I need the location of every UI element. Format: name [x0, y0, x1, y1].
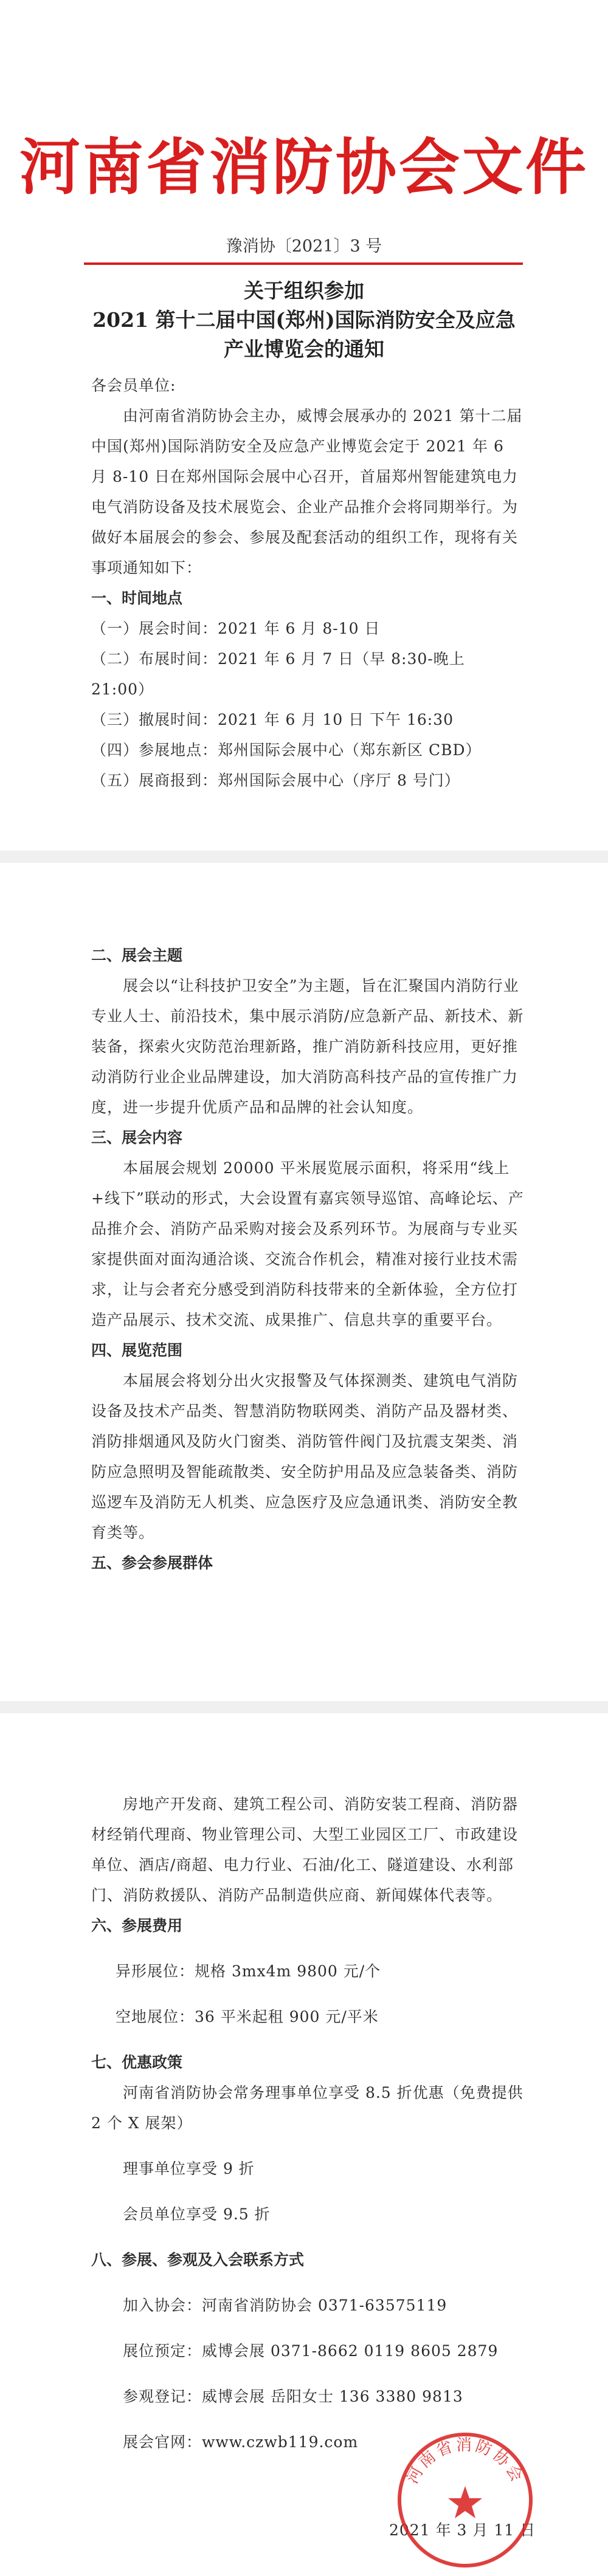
time-item: （一）展会时间：2021 年 6 月 8-10 日: [91, 620, 381, 637]
time-item: （三）撤展时间：2021 年 6 月 10 日 下午 16:30: [91, 711, 454, 728]
section-2-heading: 二、展会主题: [91, 947, 183, 964]
section-2-text: 展会以“让科技护卫安全”为主题，旨在汇聚国内消防行业专业人士、前沿技术，集中展示消防/应急新产品、新技术、新装备，探索火灾防范治理新路，推广消防新科技应用，更好推动消防行业企业品牌建设，加大消防高科技产品的宣传推广力度，进一步提升优质产品和品牌的社会认知度。: [91, 977, 524, 1116]
page2-body: [91, 940, 524, 1578]
page-2: [0, 863, 608, 1701]
fee-item: 异形展位：规格 3mx4m 9800 元/个: [116, 1962, 381, 1980]
salutation: 各会员单位:: [91, 377, 176, 394]
contact-item: 展位预定：威博会展 0371-8662 0119 8605 2879: [123, 2342, 499, 2360]
section-3-heading: 三、展会内容: [91, 1129, 183, 1146]
contact-item: 加入协会：河南省消防协会 0371-63575119: [123, 2297, 447, 2314]
section-7-heading: 七、优惠政策: [91, 2054, 183, 2071]
org-title: 河南省消防协会文件: [19, 131, 589, 203]
section-8-heading: 八、参展、参观及入会联系方式: [91, 2251, 305, 2269]
doc-number: 豫消协〔2021〕3 号: [226, 237, 382, 256]
section-5-heading: 五、参会参展群体: [91, 1554, 213, 1572]
doc-title-line-1: 关于组织参加: [244, 279, 364, 303]
section-3-text: 本届展会规划 20000 平米展览展示面积，将采用“线上+线下”联动的形式，大会设置有嘉宾领导巡馆、高峰论坛、产品推介会、消防产品采购对接会及系列环节。为展商与专业买家提供面对面沟通洽谈、交流合作机会，精准对接行业技术需求，让与会者充分感受到消防科技带来的全新体验，全方位打造产品展示、技术交流、成果推广、信息共享的重要平台。: [91, 1159, 524, 1329]
time-item: （二）布展时间：2021 年 6 月 7 日（早 8:30-晚上 21:00）: [91, 650, 465, 698]
time-item: （五）展商报到：郑州国际会展中心（序厅 8 号门）: [91, 772, 460, 789]
section-6-heading: 六、参展费用: [91, 1917, 183, 1934]
time-item: （四）参展地点：郑州国际会展中心（郑东新区 CBD）: [91, 741, 482, 759]
website-link[interactable]: 展会官网：www.czwb119.com: [123, 2433, 359, 2451]
doc-title-line-3: 产业博览会的通知: [224, 337, 384, 361]
intro-paragraph: 由河南省消防协会主办，威博会展承办的 2021 第十二届中国(郑州)国际消防安全及应急产业博览会定于 2021 年 6 月 8-10 日在郑州国际会展中心召开，首届郑州智能建筑电力电气消防设备及技术展览会、企业产品推介会将同期举行。为做好本届展会的参会、参展及配套活动的组织工作，现将有关事项通知如下：: [91, 407, 523, 577]
doc-title-line-2: 2021 第十二届中国(郑州)国际消防安全及应急: [92, 308, 516, 332]
svg-text:河南省消防协会: 河南省消防协会: [403, 2436, 527, 2487]
section-5-text: 房地产开发商、建筑工程公司、消防安装工程商、消防器材经销代理商、物业管理公司、大型工业园区工厂、市政建设单位、酒店/商超、电力行业、石油/化工、隧道建设、水利部门、消防救援队、消防产品制造供应商、新闻媒体代表等。: [91, 1795, 519, 1904]
page-1: [0, 0, 608, 851]
section-1-heading: 一、时间地点: [91, 589, 183, 607]
discount-item: 河南省消防协会常务理事单位享受 8.5 折优惠（免费提供 2 个 X 展架）: [91, 2084, 523, 2132]
issue-date: 2021 年 3 月 11 日: [389, 2521, 536, 2539]
contact-item: 参观登记：威博会展 岳阳女士 136 3380 9813: [123, 2388, 463, 2405]
page3-body: [91, 1789, 524, 2473]
official-seal-icon: [395, 2430, 535, 2570]
discount-item: 理事单位享受 9 折: [123, 2160, 255, 2177]
section-4-heading: 四、展览范围: [91, 1341, 183, 1359]
fee-item: 空地展位：36 平米起租 900 元/平米: [116, 2008, 379, 2026]
section-4-text: 本届展会将划分出火灾报警及气体探测类、建筑电气消防设备及技术产品类、智慧消防物联网类、消防产品及器材类、消防排烟通风及防火门窗类、消防管件阀门及抗震支架类、消防应急照明及智能疏散类、安全防护用品及应急装备类、消防巡逻车及消防无人机类、应急医疗及应急通讯类、消防安全教育类等。: [91, 1372, 519, 1541]
red-rule-divider: [84, 262, 523, 265]
page1-body: [91, 371, 524, 796]
page-3: [0, 1713, 608, 2576]
discount-item: 会员单位享受 9.5 折: [123, 2205, 271, 2223]
